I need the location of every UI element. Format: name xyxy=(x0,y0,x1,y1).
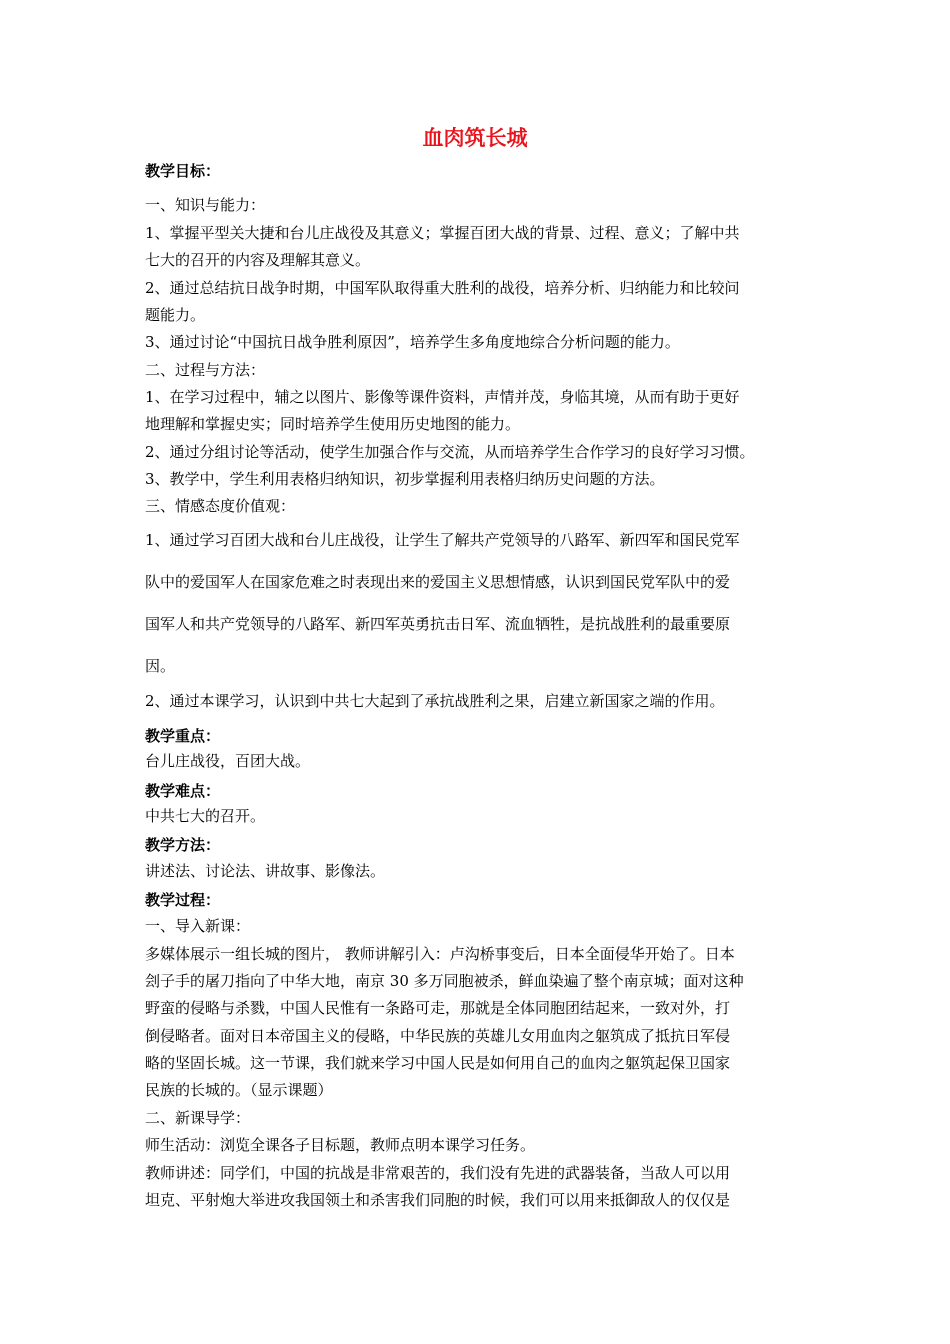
text-line: 七大的召开的内容及理解其意义。 xyxy=(145,251,371,269)
text-line: 坦克、平射炮大举进攻我国领土和杀害我们同胞的时候，我们可以用来抵御敌人的仅仅是 xyxy=(145,1191,731,1209)
text-line: 2、通过分组讨论等活动，使学生加强合作与交流，从而培养学生合作学习的良好学习习惯。 xyxy=(145,443,755,461)
text-line: 倒侵略者。面对日本帝国主义的侵略，中华民族的英雄儿女用血肉之躯筑成了抵抗日军侵 xyxy=(145,1027,731,1045)
text-line: 1、掌握平型关大捷和台儿庄战役及其意义；掌握百团大战的背景、过程、意义；了解中共 xyxy=(145,224,740,242)
text-line: 多媒体展示一组长城的图片， 教师讲解引入：卢沟桥事变后，日本全面侵华开始了。日本 xyxy=(145,945,735,963)
text-line: 教师讲述：同学们，中国的抗战是非常艰苦的，我们没有先进的武器装备，当敌人可以用 xyxy=(145,1164,731,1182)
text-line: 一、知识与能力： xyxy=(145,196,266,214)
text-line: 中共七大的召开。 xyxy=(145,807,266,825)
text-line: 国军人和共产党领导的八路军、新四军英勇抗击日军、流血牺牲，是抗战胜利的最重要原 xyxy=(145,615,731,633)
text-line: 刽子手的屠刀指向了中华大地，南京 30 多万同胞被杀，鲜血染遍了整个南京城；面对这种 xyxy=(145,972,744,990)
text-line: 队中的爱国军人在国家危难之时表现出来的爱国主义思想情感，认识到国民党军队中的爱 xyxy=(145,573,731,591)
text-line: 二、过程与方法： xyxy=(145,361,266,379)
text-line: 二、新课导学： xyxy=(145,1109,251,1127)
text-line: 略的坚固长城。这一节课，我们就来学习中国人民是如何用自己的血肉之躯筑起保卫国家 xyxy=(145,1054,731,1072)
text-line: 野蛮的侵略与杀戮，中国人民惟有一条路可走，那就是全体同胞团结起来，一致对外，打 xyxy=(145,999,731,1017)
text-line: 2、通过本课学习，认识到中共七大起到了承抗战胜利之果，启建立新国家之端的作用。 xyxy=(145,692,725,710)
text-line: 一、导入新课： xyxy=(145,917,251,935)
text-line: 台儿庄战役，百团大战。 xyxy=(145,752,311,770)
heading-difficulties: 教学难点： xyxy=(145,782,221,800)
text-line: 2、通过总结抗日战争时期，中国军队取得重大胜利的战役，培养分析、归纳能力和比较问 xyxy=(145,279,740,297)
text-line: 3、通过讨论“中国抗日战争胜利原因”，培养学生多角度地综合分析问题的能力。 xyxy=(145,333,680,351)
document-title: 血肉筑长城 xyxy=(422,126,528,150)
text-line: 师生活动：浏览全课各子目标题，教师点明本课学习任务。 xyxy=(145,1136,536,1154)
heading-process: 教学过程： xyxy=(145,891,221,909)
text-line: 1、通过学习百团大战和台儿庄战役，让学生了解共产党领导的八路军、新四军和国民党军 xyxy=(145,531,740,549)
text-line: 讲述法、讨论法、讲故事、影像法。 xyxy=(145,862,386,880)
text-line: 民族的长城的。（显示课题） xyxy=(145,1081,333,1099)
text-line: 三、情感态度价值观： xyxy=(145,497,296,515)
heading-key-points: 教学重点： xyxy=(145,727,221,745)
text-line: 题能力。 xyxy=(145,306,206,324)
text-line: 地理解和掌握史实；同时培养学生使用历史地图的能力。 xyxy=(145,415,521,433)
text-line: 3、教学中，学生利用表格归纳知识，初步掌握利用表格归纳历史问题的方法。 xyxy=(145,470,665,488)
text-line: 1、在学习过程中，辅之以图片、影像等课件资料，声情并茂，身临其境，从而有助于更好 xyxy=(145,388,740,406)
heading-methods: 教学方法： xyxy=(145,836,221,854)
text-line: 因。 xyxy=(145,657,176,675)
heading-objectives: 教学目标： xyxy=(145,162,221,180)
